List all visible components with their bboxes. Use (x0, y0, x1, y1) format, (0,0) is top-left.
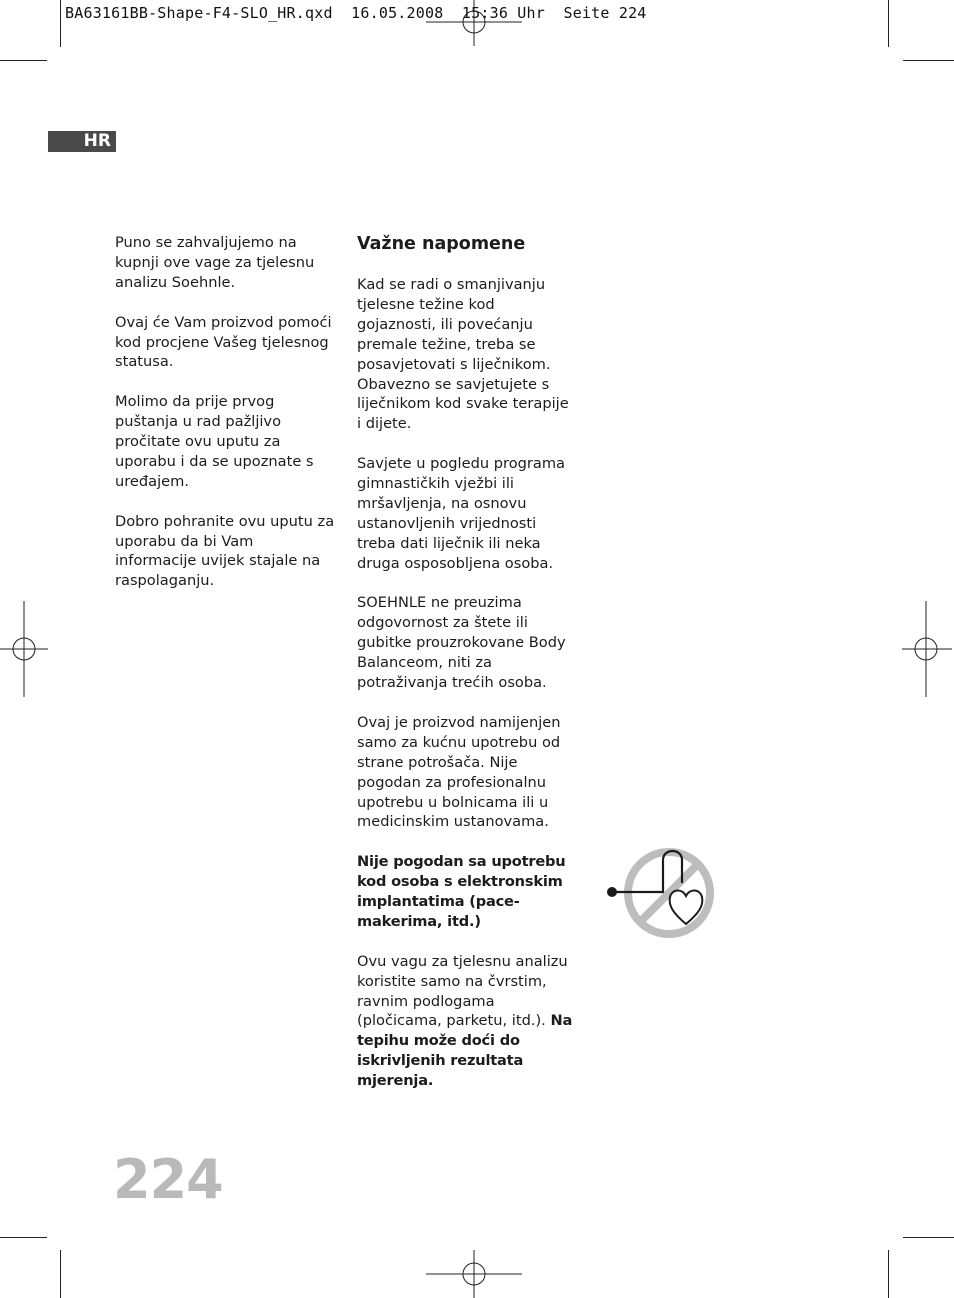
surface-note (357, 952, 575, 1091)
registration-mark-bottom (426, 1250, 524, 1298)
intro-paragraph: Puno se zahvaljujemo na kupnji ove vage za tjelesnu analizu Soehnle. (115, 234, 315, 291)
pacemaker-warning-text: Nije pogodan sa upotrebu kod osoba s elektronskim implantatima (pace-makerima, itd.) (357, 853, 566, 930)
language-tab: HR (48, 131, 116, 152)
registration-mark-top (426, 0, 524, 48)
intro-paragraph: Dobro pohranite ovu uputu za uporabu da bi Vam informacije uvijek stajale na raspolaganju. (115, 512, 335, 590)
registration-mark-right (902, 601, 954, 697)
file-slug: BA63161BB-Shape-F4-SLO_HR.qxd 16.05.2008 15:36 Uhr Seite 224 (65, 4, 647, 22)
surface-note-bold: Na tepihu može doći do iskrivljenih rezultata mjerenja. (357, 1012, 573, 1090)
note-paragraph: Ovaj je proizvod namijenjen samo za kućnu upotrebu od strane potrošača. Nije pogodan za profesionalnu upotrebu u bolnicama ili u medicinskim ustanovama. (357, 713, 561, 831)
notes-column (357, 233, 575, 1111)
no-pacemaker-icon (602, 846, 718, 942)
intro-paragraph: Ovaj će Vam proizvod pomoći kod procjene Vašeg tjelesnog statusa. (115, 313, 332, 371)
registration-mark-left (0, 601, 50, 697)
note-paragraph: Kad se radi o smanjivanju tjelesne težine kod gojaznosti, ili povećanju premale težine, treba se posavjetovati s liječnikom. Obavezno se savjetujete s liječnikom kod svake terapije i dijete. (357, 276, 569, 433)
intro-column (115, 233, 335, 611)
page-number: 224 (113, 1148, 223, 1211)
section-heading: Važne napomene (357, 234, 526, 254)
intro-paragraph: Molimo da prije prvog puštanja u rad pažljivo pročitate ovu uputu za uporabu i da se upoznate s uređajem. (115, 393, 314, 490)
surface-note-normal: Ovu vagu za tjelesnu analizu koristite samo na čvrstim, ravnim podlogama (pločicama, parketu, itd.). (357, 952, 568, 1030)
note-paragraph: SOEHNLE ne preuzima odgovornost za štete ili gubitke prouzrokovane Body Balanceom, niti za potraživanja trećih osoba. (357, 594, 566, 692)
note-paragraph: Savjete u pogledu programa gimnastičkih vježbi ili mršavljenja, na osnovu ustanovljenih vrijednosti treba dati liječnik ili neka druga osposobljena osoba. (357, 455, 565, 572)
